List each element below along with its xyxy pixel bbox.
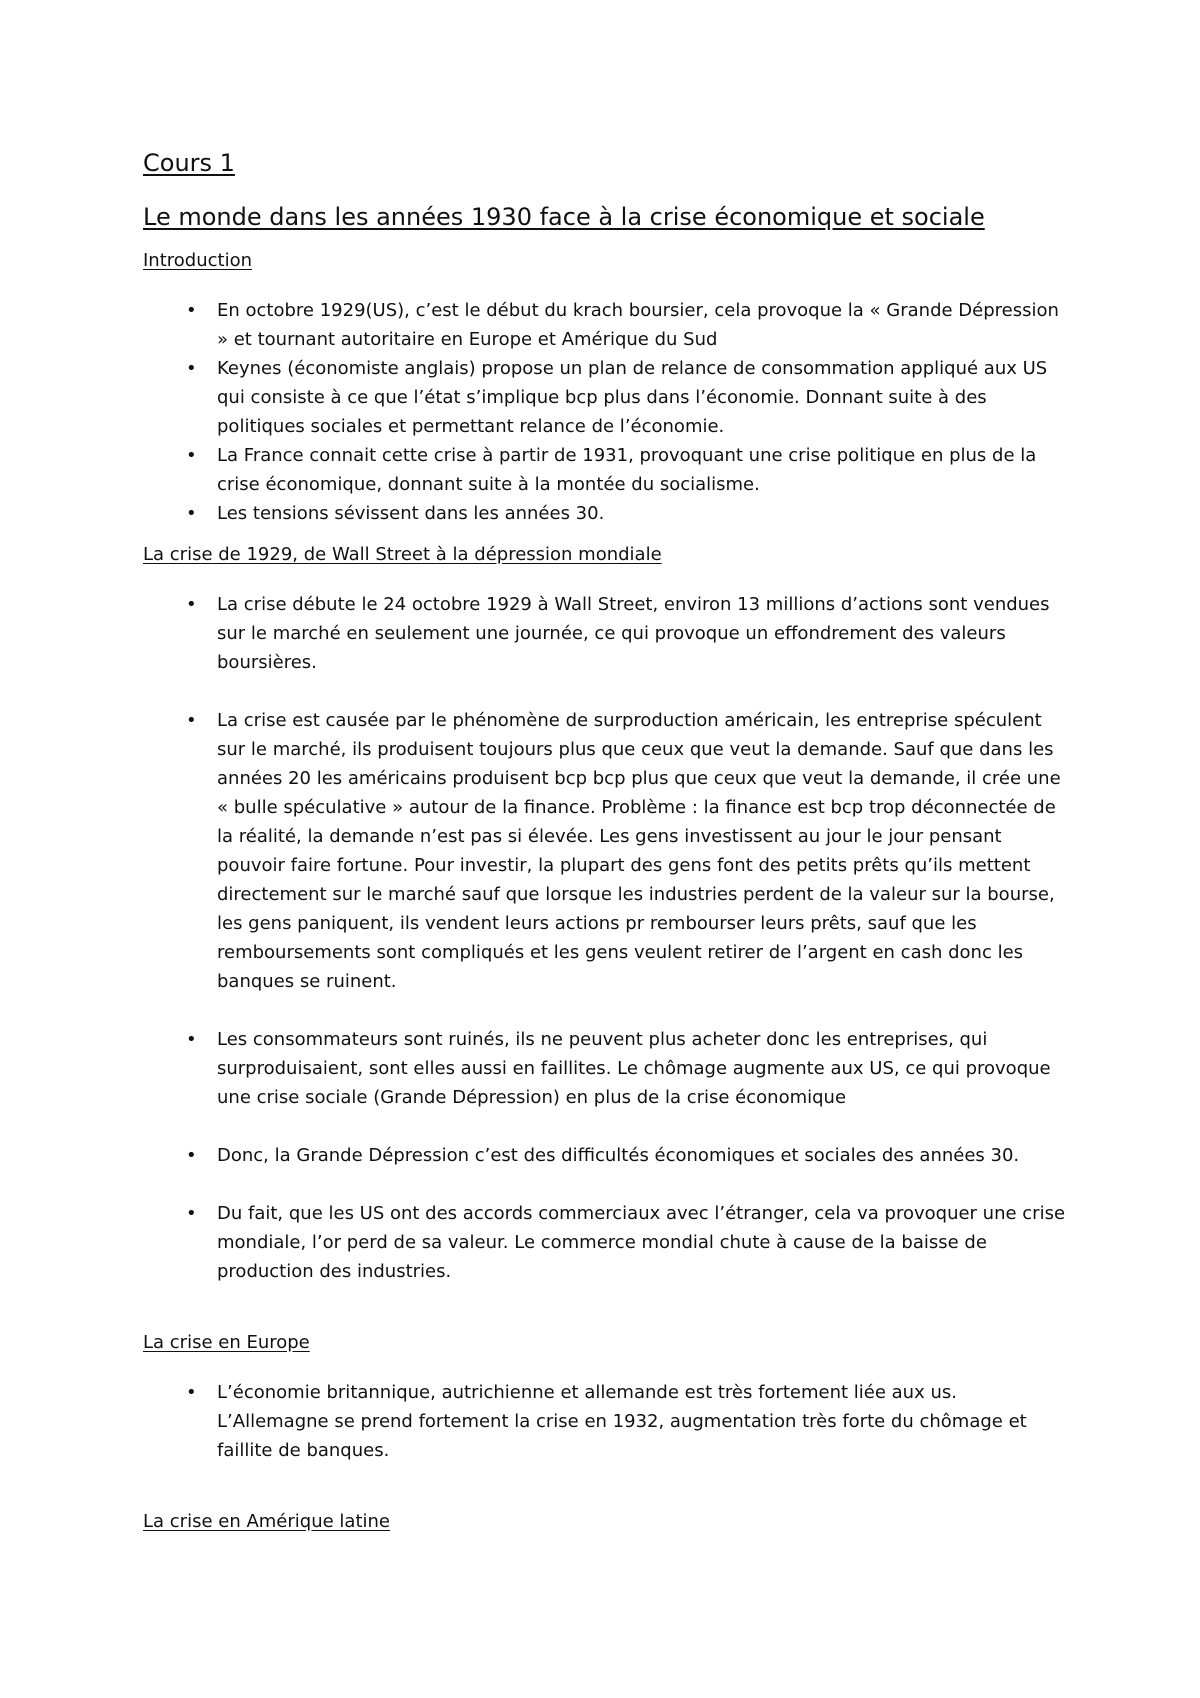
section-heading-crise-amerique-latine: La crise en Amérique latine	[143, 1511, 390, 1532]
list-item: • La France connait cette crise à partir de 1931, provoquant une crise politique en plus de la crise économique, donnant suite à la montée du socialisme.	[143, 441, 1073, 499]
list-item: • Donc, la Grande Dépression c’est des difficultés économiques et sociales des années 30.	[143, 1141, 1073, 1170]
document-title: Le monde dans les années 1930 face à la crise économique et sociale	[143, 203, 985, 231]
list-item: • La crise débute le 24 octobre 1929 à Wall Street, environ 13 millions d’actions sont vendues sur le marché en seulement une journée, ce qui provoque un effondrement des valeurs boursières.	[143, 590, 1073, 677]
section-heading-crise-europe: La crise en Europe	[143, 1332, 310, 1353]
bullet-list-crise-europe	[143, 1378, 1073, 1465]
list-item: • En octobre 1929(US), c’est le début du krach boursier, cela provoque la « Grande Dépression » et tournant autoritaire en Europe et Amérique du Sud	[143, 296, 1073, 354]
list-item: • Du fait, que les US ont des accords commerciaux avec l’étranger, cela va provoquer une crise mondiale, l’or perd de sa valeur. Le commerce mondial chute à cause de la baisse de production des industries.	[143, 1199, 1073, 1286]
list-item: • La crise est causée par le phénomène de surproduction américain, les entreprise spéculent sur le marché, ils produisent toujours plus que ceux que veut la demande. Sauf que dans les années 20 les américains produisent bcp bcp plus que ceux que veut la demande, il crée une « bulle spéculative » autour de la finance. Problème : la finance est bcp trop déconnectée de la réalité, la demande n’est pas si élevée. Les gens investissent au jour le jour pensant pouvoir faire fortune. Pour investir, la plupart des gens font des petits prêts qu’ils mettent directement sur le marché sauf que lorsque les industries perdent de la valeur sur la bourse, les gens paniquent, ils vendent leurs actions pr rembourser leurs prêts, sauf que les remboursements sont compliqués et les gens veulent retirer de l’argent en cash donc les banques se ruinent.	[143, 706, 1073, 996]
list-item: • Les tensions sévissent dans les années 30.	[143, 499, 1073, 528]
section-heading-crise-1929: La crise de 1929, de Wall Street à la dépression mondiale	[143, 544, 662, 565]
course-label: Cours 1	[143, 149, 235, 177]
list-item: • L’économie britannique, autrichienne et allemande est très fortement liée aux us. L’Allemagne se prend fortement la crise en 1932, augmentation très forte du chômage et faillite de banques.	[143, 1378, 1073, 1465]
document-page	[143, 146, 1073, 1535]
list-item: • Les consommateurs sont ruinés, ils ne peuvent plus acheter donc les entreprises, qui surproduisaient, sont elles aussi en faillites. Le chômage augmente aux US, ce qui provoque une crise sociale (Grande Dépression) en plus de la crise économique	[143, 1025, 1073, 1112]
list-item: • Keynes (économiste anglais) propose un plan de relance de consommation appliqué aux US qui consiste à ce que l’état s’implique bcp plus dans l’économie. Donnant suite à des politiques sociales et permettant relance de l’économie.	[143, 354, 1073, 441]
bullet-list-crise-1929	[143, 590, 1073, 1286]
section-heading-introduction: Introduction	[143, 250, 253, 271]
bullet-list-introduction	[143, 296, 1073, 528]
